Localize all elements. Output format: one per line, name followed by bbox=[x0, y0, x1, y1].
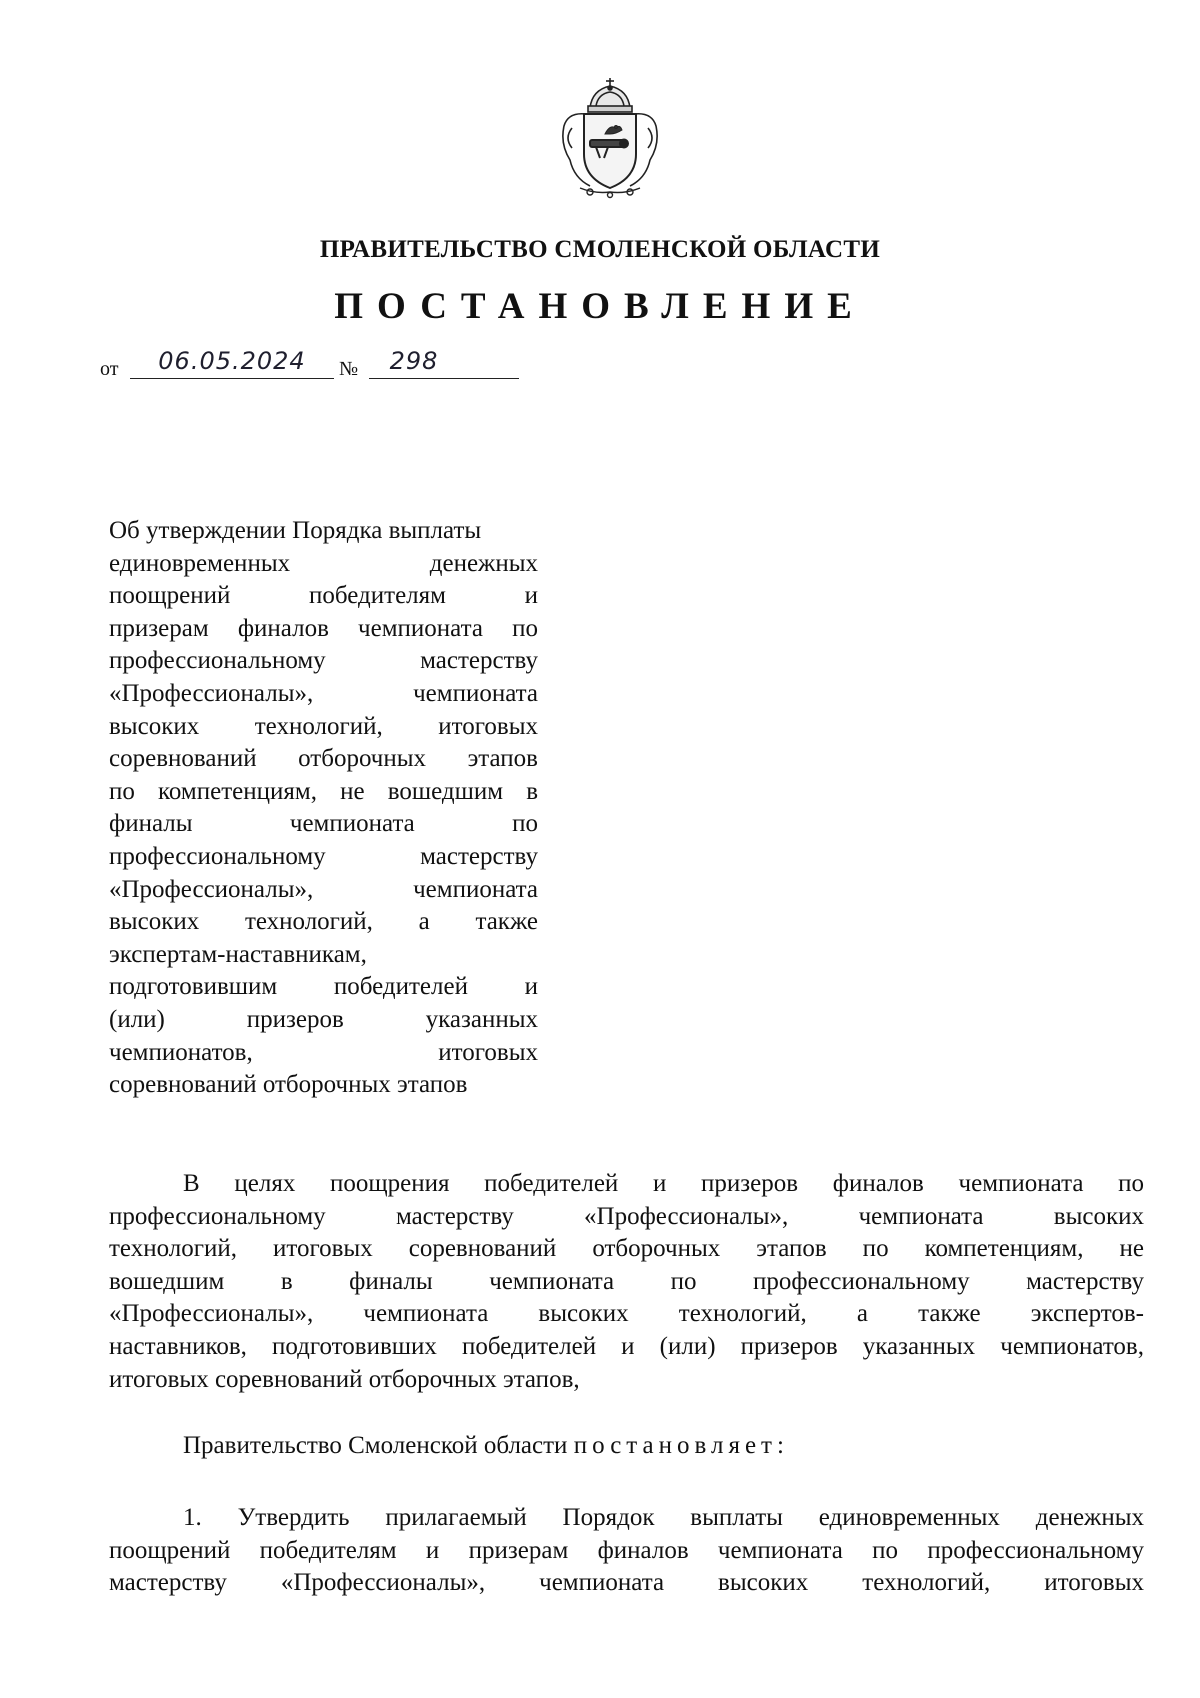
preamble-line: В целях поощрения победителей и призеров финалов чемпионата по bbox=[183, 1170, 1144, 1197]
item-1-paragraph bbox=[109, 1502, 1144, 1600]
subject-line: «Профессионалы», чемпионата bbox=[109, 875, 538, 903]
resolution-line bbox=[183, 1430, 1144, 1463]
item-1-line: 1. Утвердить прилагаемый Порядок выплаты единовременных денежных bbox=[183, 1504, 1144, 1531]
preamble-line: профессиональному мастерству «Профессионалы», чемпионата высоких bbox=[109, 1202, 1144, 1230]
handwritten-date: 06.05.2024 bbox=[158, 347, 306, 375]
preamble-line: наставников, подготовивших победителей и (или) призеров указанных чемпионатов, bbox=[109, 1332, 1144, 1360]
item-1-line: мастерству «Профессионалы», чемпионата высоких технологий, итоговых bbox=[109, 1569, 1144, 1597]
preamble-line: итоговых соревнований отборочных этапов, bbox=[109, 1365, 580, 1393]
item-1-line: поощрений победителям и призерам финалов чемпионата по профессиональному bbox=[109, 1536, 1144, 1564]
government-title: ПРАВИТЕЛЬСТВО СМОЛЕНСКОЙ ОБЛАСТИ bbox=[319, 236, 881, 263]
subject-line: по компетенциям, не вошедшим в bbox=[109, 777, 538, 805]
document-subject bbox=[109, 515, 538, 1102]
number-label: № bbox=[339, 358, 359, 380]
date-from-label: от bbox=[100, 358, 119, 380]
subject-line: профессиональному мастерству bbox=[109, 647, 538, 675]
handwritten-number: 298 bbox=[389, 347, 439, 375]
preamble-paragraph bbox=[109, 1168, 1144, 1396]
number-underline bbox=[369, 378, 519, 379]
date-underline bbox=[130, 378, 334, 379]
preamble-line: «Профессионалы», чемпионата высоких технологий, а также экспертов- bbox=[109, 1300, 1144, 1328]
subject-line: поощрений победителям и bbox=[109, 582, 538, 610]
preamble-line: вошедшим в финалы чемпионата по профессиональному мастерству bbox=[109, 1267, 1144, 1295]
resolution-prefix: Правительство Смоленской области bbox=[183, 1432, 574, 1459]
subject-line: Об утверждении Порядка выплаты bbox=[109, 517, 482, 544]
resolution-verb: постановляет: bbox=[573, 1432, 789, 1459]
document-type-title: ПОСТАНОВЛЕНИЕ bbox=[334, 286, 866, 327]
preamble-line: технологий, итоговых соревнований отборочных этапов по компетенциям, не bbox=[109, 1235, 1144, 1263]
subject-line: подготовившим победителей и bbox=[109, 973, 538, 1001]
subject-line: профессиональному мастерству bbox=[109, 842, 538, 870]
subject-line: «Профессионалы», чемпионата bbox=[109, 679, 538, 707]
smolensk-coat-of-arms-icon bbox=[550, 68, 670, 200]
subject-line: соревнований отборочных этапов bbox=[109, 1071, 468, 1099]
subject-line: (или) призеров указанных bbox=[109, 1005, 538, 1033]
subject-line: призерам финалов чемпионата по bbox=[109, 614, 538, 642]
subject-line: финалы чемпионата по bbox=[109, 810, 538, 838]
subject-line: экспертам-наставникам, bbox=[109, 940, 367, 968]
subject-line: высоких технологий, итоговых bbox=[109, 712, 538, 740]
subject-line: чемпионатов, итоговых bbox=[109, 1038, 538, 1066]
subject-line: единовременных денежных bbox=[109, 549, 538, 577]
subject-line: соревнований отборочных этапов bbox=[109, 745, 538, 773]
subject-line: высоких технологий, а также bbox=[109, 908, 538, 936]
resolution-clause bbox=[183, 1430, 1144, 1463]
